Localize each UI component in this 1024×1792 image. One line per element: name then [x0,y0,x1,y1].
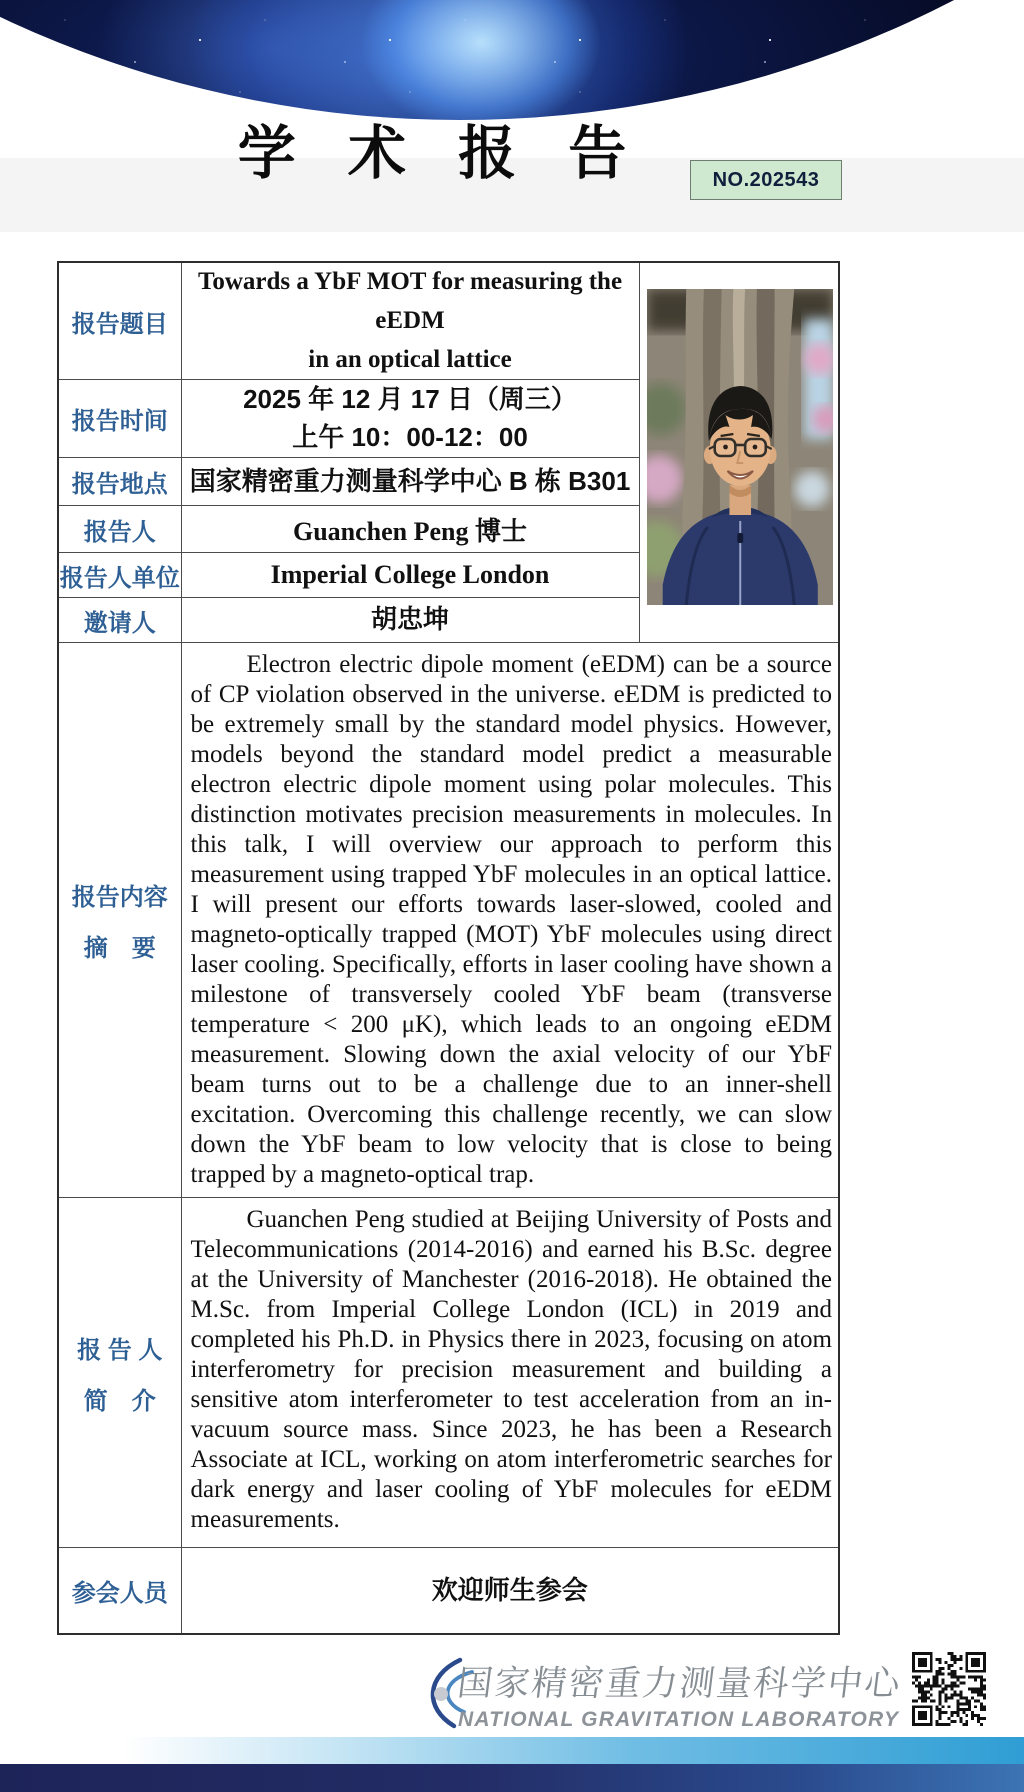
bottom-bar-dark [0,1764,1024,1792]
page-title: 学 术 报 告 [237,119,643,187]
label-bio-line2: 简 介 [83,1387,156,1415]
qr-code-pattern [912,1652,986,1726]
report-location: 国家精密重力测量科学中心 B 栋 B301 [181,458,639,506]
label-abstract [58,643,181,1198]
speaker-photo [647,289,834,605]
label-bio [58,1198,181,1548]
speaker-photo-cell [639,262,839,643]
label-speaker: 报告人 [58,506,181,553]
label-inviter: 邀请人 [58,598,181,643]
speaker-affiliation: Imperial College London [181,553,639,598]
speaker-portrait-illustration [647,289,834,605]
abstract-text: Electron electric dipole moment (eEDM) can be a source of CP violation observed in the universe. eEDM is predicted to be extremely small by the standard model physics. However, models beyond the standard model predict a measurable electron electric dipole moment using polar molecules. This distinction motivates precision measurements in molecules. In this talk, I will overview our approach to perform this measurement using trapped YbF molecules in an optical lattice. I will present our efforts towards laser-slowed, cooled and magneto-optically trapped (MOT) YbF molecules using direct laser cooling. Specifically, efforts in laser cooling have shown a milestone of transversely cooled YbF beam (transverse temperature < 200 μK), which leads to an ongoing eEDM measurement. Slowing down the axial velocity of our YbF beam turns out to be a challenge due to an inner-shell excitation. Overcoming this challenge recently, we can slow down the YbF beam to low velocity that is close to being trapped by a magneto-optical trap. [190,651,832,1189]
report-time-line2: 上午 10：00-12：00 [292,421,528,452]
participants-note: 欢迎师生参会 [181,1548,839,1634]
qr-code [912,1652,986,1726]
speaker-name: Guanchen Peng 博士 [181,506,639,553]
report-title-line1: Towards a YbF MOT for measuring the eEDM [197,268,623,334]
bottom-bar-light [0,1737,1024,1764]
bio-cell [181,1198,839,1548]
report-time-cell [181,380,639,458]
label-abstract-line1: 报告内容 [71,884,168,912]
seminar-info-table [57,261,840,1635]
serial-number: NO.202543 [712,168,820,191]
label-report-time: 报告时间 [58,380,181,458]
label-participants: 参会人员 [58,1548,181,1634]
abstract-cell [181,643,839,1198]
footer [0,1648,1024,1736]
label-report-title: 报告题目 [58,262,181,380]
label-speaker-affiliation: 报告人单位 [58,553,181,598]
report-title-line2: in an optical lattice [308,345,512,373]
label-report-location: 报告地点 [58,458,181,506]
label-bio-line1: 报 告 人 [77,1336,163,1364]
label-abstract-line2: 摘 要 [83,935,156,963]
serial-number-badge [690,160,842,200]
org-name-en: NATIONAL GRAVITATION LABORATORY [458,1708,900,1731]
inviter-name: 胡忠坤 [181,598,639,643]
org-name-cn: 国家精密重力测量科学中心 [455,1664,905,1703]
report-time-line1: 2025 年 12 月 17 日（周三） [243,384,577,415]
report-title-cell [181,262,639,380]
org-name-block [455,1656,908,1732]
starfield-ellipse [0,0,1024,120]
bio-text: Guanchen Peng studied at Beijing University of Posts and Telecommunications (2014-2016) and earned his B.Sc. degree at the University of Manchester (2016-2018). He obtained the M.Sc. from Imperial College London (ICL) in 2019 and completed his Ph.D. in Physics there in 2023, focusing on atom interferometry for precision measurement and building a sensitive atom interferometer to test acceleration from an in-vacuum source mass. Since 2023, he has been a Research Associate at ICL, working on atom interferometric searches for dark energy and laser cooling of YbF molecules for eEDM measurements. [190,1206,832,1534]
